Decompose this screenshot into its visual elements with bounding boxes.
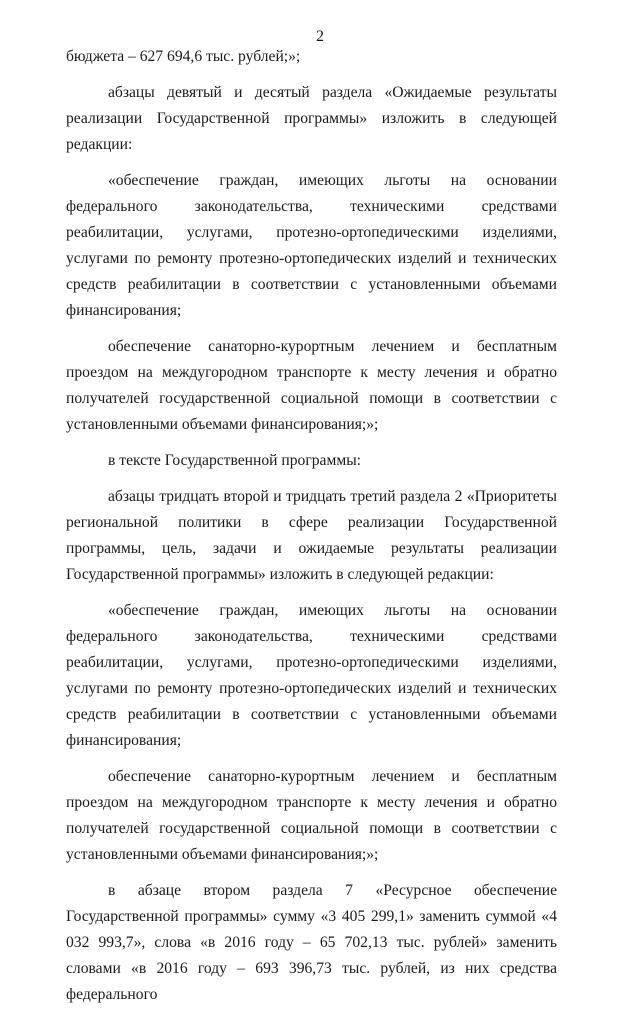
paragraph-section7-amendment: в абзаце втором раздела 7 «Ресурсное обеспечение Государственной программы» сумму «3 405 299,1» заменить суммой «4 032 993,7», слова «в 2016 году – 65 702,13 тыс. рублей» заменить словами «в 2016 году – 693 396,73 тыс. рублей, из них средства федерального [66, 882, 557, 1003]
paragraph-program-text-intro: в тексте Государственной программы: [108, 452, 362, 469]
paragraph-sanatorium-provision-quote-2: обеспечение санаторно-курортным лечением и бесплатным проездом на междугородном транспорте к месту лечения и обратно получателей государственной социальной помощи в соответствии с установленными объемами финансирования;»; [66, 768, 557, 863]
paragraph-expected-results-intro: абзацы девятый и десятый раздела «Ожидаемые результаты реализации Государственной программы» изложить в следующей редакции: [66, 84, 557, 153]
paragraph-sanatorium-provision-quote: обеспечение санаторно-курортным лечением и бесплатным проездом на междугородном транспорте к месту лечения и обратно получателей государственной социальной помощи в соответствии с установленными объемами финансирования;»; [66, 338, 557, 433]
page-number: 2 [316, 28, 324, 45]
paragraph-rehab-provision-quote-2: «обеспечение граждан, имеющих льготы на основании федерального законодательства, техническими средствами реабилитации, услугами, протезно-ортопедическими изделиями, услугами по ремонту протезно-ортопедических изделий и технических средств реабилитации в соответствии с установленными объемами финансирования; [66, 602, 557, 749]
paragraph-section2-intro: абзацы тридцать второй и тридцать третий раздела 2 «Приоритеты региональной политики в сфере реализации Государственной программы, цель, задачи и ожидаемые результаты реализации Государственной программы» изложить в следующей редакции: [66, 488, 557, 583]
paragraph-rehab-provision-quote: «обеспечение граждан, имеющих льготы на основании федерального законодательства, техническими средствами реабилитации, услугами, протезно-ортопедическими изделиями, услугами по ремонту протезно-ортопедических изделий и технических средств реабилитации в соответствии с установленными объемами финансирования; [66, 172, 557, 319]
paragraph-budget-continuation: бюджета – 627 694,6 тыс. рублей;»; [66, 48, 301, 65]
document-body [66, 44, 557, 1018]
